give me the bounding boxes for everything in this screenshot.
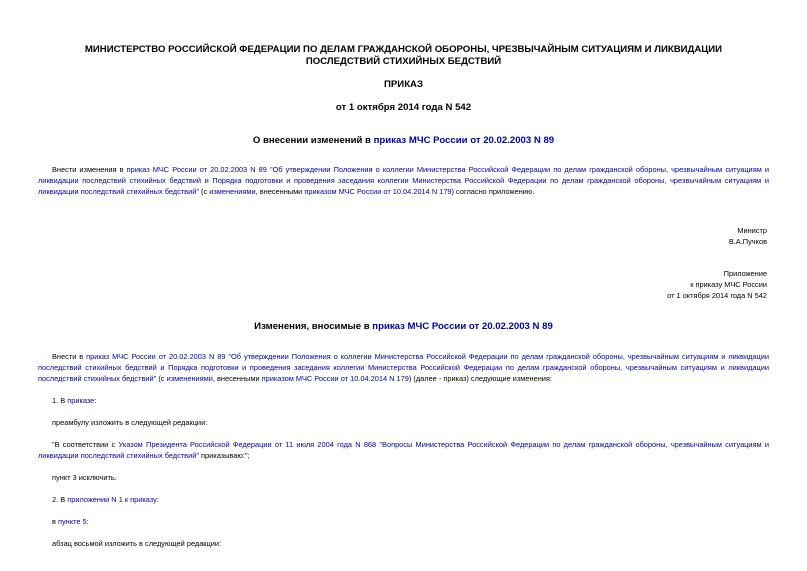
subject-prefix: О внесении изменений в: [252, 135, 374, 146]
item-2-prefix: 2. В: [52, 495, 68, 504]
clause-5-prefix: в: [52, 517, 58, 526]
preamble-quote: [38, 439, 769, 461]
item-1: [52, 395, 769, 406]
signature-block: [38, 225, 769, 247]
item-1-order-link[interactable]: приказе: [67, 396, 95, 405]
intro-text-1: Внести изменения в: [52, 165, 127, 174]
ministry-name: МИНИСТЕРСТВО РОССИЙСКОЙ ФЕДЕРАЦИИ ПО ДЕЛАМ ГРАЖДАНСКОЙ ОБОРОНЫ, ЧРЕЗВЫЧАЙНЫМ СИТУАЦИЯМ И ЛИКВИДАЦИИ ПОСЛЕДСТВИЙ СТИХИЙНЫХ БЕДСТВИЙ: [84, 44, 723, 67]
intro-order-link[interactable]: приказ МЧС России от 20.02.2003 N 89 "Об утверждении Положения о коллегии Министерства Российской Федерации по делам гражданской обороны, чрезвычайным ситуациям и ликвидации последствий стихийных бедствий и Порядка подготовки и проведения заседания коллегии Министерства Российской Федерации по делам гражданской обороны, чрезвычайным ситуациям и ликвидации последствий стихийных бедствий": [38, 165, 769, 196]
appendix-label: Приложение: [723, 269, 767, 278]
order-date: от 1 октября 2014 года N 542: [335, 102, 472, 113]
signature-name: В.А.Пучков: [728, 237, 767, 246]
changes-changes-link[interactable]: изменениями: [166, 374, 213, 383]
document-subject: [38, 135, 769, 146]
item-1-suffix: :: [94, 396, 97, 405]
changes-amending-order-link[interactable]: приказом МЧС России от 10.04.2014 N 179: [261, 374, 409, 383]
changes-title-link[interactable]: приказ МЧС России от 20.02.2003 N 89: [372, 321, 553, 332]
intro-changes-link[interactable]: изменениями: [209, 187, 256, 196]
appendix-date: от 1 октября 2014 года N 542: [667, 291, 767, 300]
intro-paragraph: [38, 164, 769, 197]
changes-title: [38, 321, 769, 332]
preamble-instruction: преамбулу изложить в следующей редакции:: [52, 418, 208, 427]
changes-text-2: (с: [156, 374, 167, 383]
appendix-block: [38, 268, 769, 301]
order-type: ПРИКАЗ: [384, 79, 423, 90]
intro-amending-order-link[interactable]: приказом МЧС России от 10.04.2014 N 179: [304, 187, 452, 196]
quote-text-1: "В соответствии с: [52, 440, 119, 449]
subject-order-link[interactable]: приказ МЧС России от 20.02.2003 N 89: [373, 135, 555, 146]
changes-order-link[interactable]: приказ МЧС России от 20.02.2003 N 89 "Об утверждении Положения о коллегии Министерства Российской Федерации по делам гражданской обороны, чрезвычайным ситуациям и ликвидации последствий стихийных бедствий и Порядка подготовки и проведения заседания коллегии Министерства Российской Федерации по делам гражданской обороны, чрезвычайным ситуациям и ликвидации последствий стихийных бедствий": [38, 352, 769, 383]
changes-title-prefix: Изменения, вносимые в: [254, 321, 373, 332]
intro-text-3: , внесенными: [255, 187, 305, 196]
exclude-instruction: пункт 3 исключить.: [52, 473, 117, 482]
item-2-suffix: :: [156, 495, 159, 504]
item-1-prefix: 1. В: [52, 396, 68, 405]
presidential-decree-link[interactable]: Указом Президента Российской Федерации от 11 июля 2004 года N 868 "Вопросы Министерства Российской Федерации по делам гражданской обороны, чрезвычайным ситуациям и ликвидации последствий стихийных бедствий": [38, 440, 770, 460]
appendix-1-link[interactable]: приложении N 1 к приказу: [67, 495, 157, 504]
clause-5-link[interactable]: пункте 5: [57, 517, 87, 526]
changes-text-3: , внесенными: [212, 374, 262, 383]
quote-text-2: приказываю:";: [199, 451, 250, 460]
item-2: [52, 494, 769, 505]
intro-text-4: ) согласно приложению.: [451, 187, 535, 196]
intro-text-2: (с: [199, 187, 210, 196]
clause-5: [52, 516, 769, 527]
changes-text-4: ) (далее - приказ) следующие изменения:: [408, 374, 552, 383]
changes-paragraph: [38, 351, 769, 384]
signature-position: Министр: [737, 226, 767, 235]
clause-5-suffix: :: [86, 517, 89, 526]
appendix-to-order: к приказу МЧС России: [690, 280, 767, 289]
changes-text-1: Внести в: [52, 352, 87, 361]
paragraph-8-instruction: абзац восьмой изложить в следующей редакции:: [52, 539, 222, 548]
